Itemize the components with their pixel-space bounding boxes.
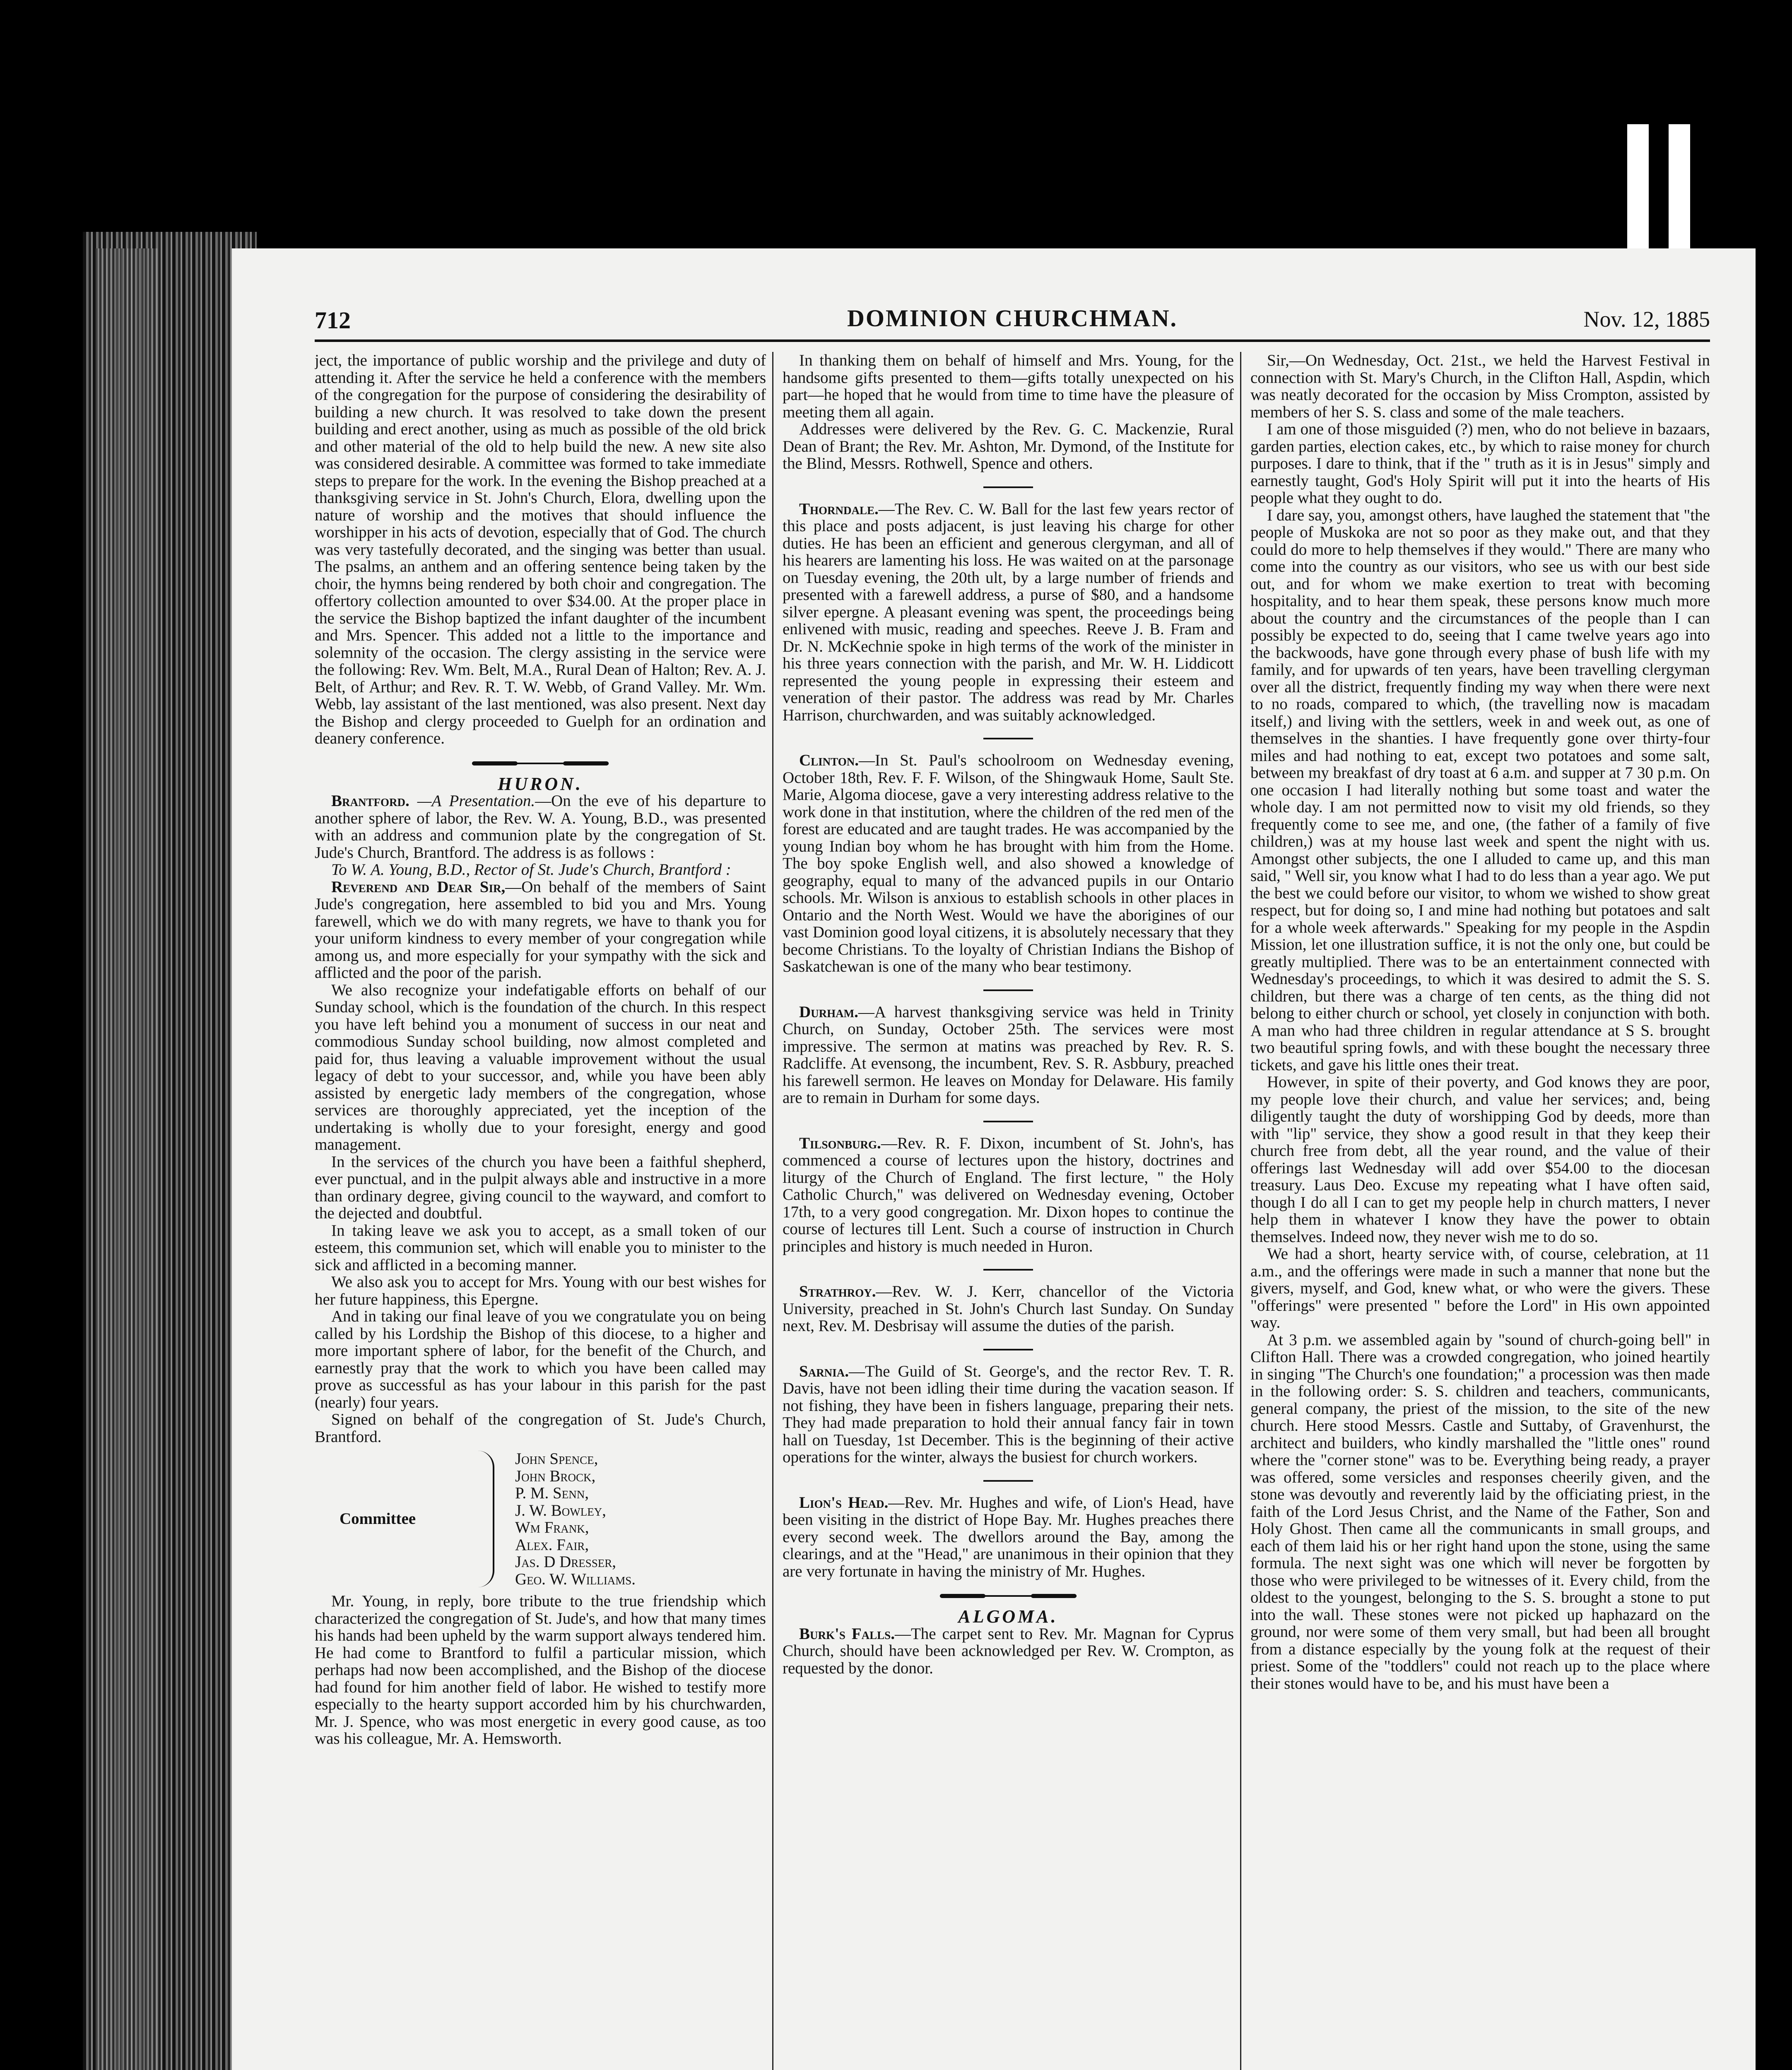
item-separator bbox=[983, 1349, 1033, 1350]
item-separator bbox=[983, 738, 1033, 739]
article-text: —On the eve of his departure to another sphere of labor, the Rev. W. A. Young, B.D., was presented with an address and communion plate by the congregation of St. Jude's Church, Brantford. The address is as follows : bbox=[315, 792, 766, 862]
article-durham: Durham.—A harvest thanksgiving service was held in Trinity Church, on Sunday, October 25th. The services were most impressive. The sermon at matins was preached by Rev. R. S. Radcliffe. At evensong, the incumbent, Rev. S. R. Asbbury, preached his farewell sermon. He leaves on Monday for Delaware. His family are to remain in Durham for some days. bbox=[783, 1003, 1234, 1107]
article-paragraph: Mr. Young, in reply, bore tribute to the true friendship which characterized the congregation of St. Jude's, and how that many times his hands had been upheld by the warm support always tendered him. He had come to Brantford to fulfil a particular mission, which perhaps had now been accomplished, and the Bishop of the diocese had found for him another field of labor. He wished to testify more especially to the hearty support accorded him by his churchwarden, Mr. J. Spence, who was most energetic in every good cause, as too was his colleague, Mr. A. Hemsworth. bbox=[315, 1592, 766, 1747]
column-1 bbox=[315, 352, 766, 2070]
section-divider bbox=[940, 1594, 1077, 1598]
book-page-edges-inner bbox=[95, 248, 157, 2070]
article-sarnia: Sarnia.—The Guild of St. George's, and the rector Rev. T. R. Davis, have not been idling their time during the vacation season. If not fishing, they have been in fishers language, preparing their nets. They had made preparation to hold their annual fancy fair in town hall on Tuesday, 1st December. This is the beginning of their active operations for the winter, always the busiest for church workers. bbox=[783, 1362, 1234, 1466]
letter-paragraph: Sir,—On Wednesday, Oct. 21st., we held the Harvest Festival in connection with St. Mary's Church, in the Clifton Hall, Aspdin, which was neatly decorated for the occasion by Miss Crompton, assisted by members of her S. S. class and some of the male teachers. bbox=[1250, 352, 1710, 421]
committee-label: Committee bbox=[340, 1510, 416, 1528]
article-paragraph: In thanking them on behalf of himself and Mrs. Young, for the handsome gifts presented to them—gifts totally unexpected on his part—he hoped that he would from time to time have the pleasure of meeting them all again. bbox=[783, 352, 1234, 421]
article-strathroy: Strathroy.—Rev. W. J. Kerr, chancellor of the Victoria University, preached in St. John's Church last Sunday. On Sunday next, Rev. M. Desbrisay will assume the duties of the parish. bbox=[783, 1283, 1234, 1335]
section-heading-huron: HURON. bbox=[498, 773, 583, 794]
salutation: Reverend and Dear Sir, bbox=[331, 878, 506, 896]
committee-members bbox=[515, 1450, 636, 1588]
place-heading: Thorndale. bbox=[799, 500, 879, 518]
letter-paragraph: We had a short, hearty service with, of course, celebration, at 11 a.m., and the offerings were made in such a manner that none but the givers, myself, and God, knew what, or who were the givers. These "offerings" were presented " before the Lord" in His own appointed way. bbox=[1250, 1245, 1710, 1331]
page-header bbox=[315, 302, 1710, 339]
address-paragraph: In the services of the church you have been a faithful shepherd, ever punctual, and in the pulpit always able and instructive in a more than ordinary degree, giving council to the wayward, and comfort to the dejected and doubtful. bbox=[315, 1153, 766, 1222]
address-salutation: To W. A. Young, B.D., Rector of St. Jude's Church, Brantford : bbox=[331, 861, 731, 879]
article-thorndale: Thorndale.—The Rev. C. W. Ball for the last few years rector of this place and posts adjacent, is just leaving his charge for other duties. He has been an efficient and generous clergyman, and all of his hearers are lamenting his loss. He was waited on at the parsonage on Tuesday evening, the 20th ult, by a large number of friends and presented with a farewell address, a purse of $80, and a handsome silver epergne. A pleasant evening was spent, the proceedings being enlivened with music, reading and speeches. Reeve J. B. Fram and Dr. N. McKechnie spoke in high terms of the work of the minister in his three years connection with the parish, and Mr. W. H. Liddicott represented the young people in expressing their esteem and veneration of their pastor. The address was read by Mr. Charles Harrison, churchwarden, and was suitably acknowledged. bbox=[783, 500, 1234, 724]
column-2 bbox=[783, 352, 1234, 2070]
article-paragraph: ject, the importance of public worship and the privilege and duty of attending it. After the service he held a conference with the members of the congregation for the purpose of considering the desirability of building a new church. It was resolved to take down the present building and erect another, using as much as possible of the old brick and other material of the old to help build the new. A new site also was considered desirable. A committee was formed to take immediate steps to prepare for the work. In the evening the Bishop preached at a thanksgiving service in St. John's Church, Elora, dwelling upon the nature of worship and the motives that should influence the worshipper in his acts of devotion, especially that of God. The church was very tastefully decorated, and the singing was better than usual. The psalms, an anthem and an offering sentence being taken by the choir, the hymns being rendered by both choir and congregation. The offertory collection amounted to over $34.00. At the proper place in the service the Bishop baptized the infant daughter of the incumbent and Mrs. Spencer. This added not a little to the importance and solemnity of the occasion. The clergy assisting in the service were the following: Rev. Wm. Belt, M.A., Rural Dean of Halton; Rev. A. J. Belt, of Arthur; and Rev. R. T. W. Webb, of Grand Valley. Mr. Wm. Webb, lay assistant of the last mentioned, was also present. Next day the Bishop and clergy proceeded to Guelph for an ordination and deanery conference. bbox=[315, 352, 766, 747]
brace bbox=[476, 1451, 494, 1587]
section-heading-algoma: ALGOMA. bbox=[958, 1606, 1058, 1627]
letter-paragraph: I dare say, you, amongst others, have laughed the statement that "the people of Muskoka are not so poor as they make out, and that they could do more to help themselves if they would." There are many who come into the country as our visitors, who see us with our best side out, and for whom we make exertion to treat with becoming hospitality, and to hear them speak, these persons know much more about the country and the circumstances of the people than I can possibly be expected to do, seeing that I came twelve years ago into the backwoods, have gone through every phase of bush life with my family, and for upwards of ten years, have been travelling clergyman over all the district, frequently finding my way when there were next to no roads, compared to which, (the travelling now is macadam itself,) and living with the settlers, week in and week out, as one of themselves in the shanties. I have frequently gone over thirty-four miles and had nothing to eat, except two potatoes and some salt, between my breakfast of dry toast at 6 a.m. and supper at 7 30 p.m. On one occasion I had literally nothing but some toast and water the whole day. I am not permitted now to visit my old friends, so they frequently come to see me, and one, (the father of a family of five children,) was at my house last week and spent the night with us. Amongst other subjects, the one I alluded to came up, and this man said, " Well sir, you know what I had to do less than a year ago. We put the best we could before our visitor, to whom we wished to show great respect, but for doing so, I and mine had nothing but potatoes and salt for a whole week afterwards." Speaking for my people in the Aspdin Mission, let one illustration suffice, it is not the only one, but could be greatly multiplied. There was to be an entertainment connected with Wednesday's proceedings, to which it was desired to admit the S. S. children, but there was a charge of ten cents, as the thing did not belong to either church or school, yet closely in conjunction with both. A man who had three children in regular attendance at S S. brought two beautiful spring fowls, and with these bought the necessary three tickets, and gave his little ones their treat. bbox=[1250, 506, 1710, 1074]
place-heading: Lion's Head. bbox=[799, 1493, 889, 1512]
column-rule-1 bbox=[772, 352, 773, 2070]
place-heading: Brantford. bbox=[331, 792, 409, 810]
committee-member: J. W. Bowley, bbox=[515, 1501, 606, 1519]
section-divider bbox=[472, 761, 609, 765]
address-paragraph: Reverend and Dear Sir,—On behalf of the members of Saint Jude's congregation, here assembled to bid you and Mrs. Young farewell, which we do with many regrets, we have to thank you for your uniform kindness to every member of your congregation while among us, and more especially for your sympathy with the sick and afflicted and the poor of the parish. bbox=[315, 878, 766, 982]
newspaper-page bbox=[232, 248, 1756, 2070]
committee-member: Wm Frank, bbox=[515, 1519, 589, 1536]
article-tilsonburg: Tilsonburg.—Rev. R. F. Dixon, incumbent of St. John's, has commenced a course of lectures upon the history, doctrines and liturgy of the Church of England. The first lecture, " the Holy Catholic Church," was delivered on Wednesday evening, October 17th, to a very good congregation. Mr. Dixon hopes to continue the course of lectures till Lent. Such a course of instruction in Church principles and history is much needed in Huron. bbox=[783, 1134, 1234, 1255]
page-number: 712 bbox=[315, 307, 351, 334]
address-paragraph: In taking leave we ask you to accept, as a small token of our esteem, this communion set, which will enable you to minister to the sick and afflicted in a becoming manner. bbox=[315, 1221, 766, 1274]
committee-member: John Spence, bbox=[515, 1450, 598, 1468]
committee-member: Alex. Fair, bbox=[515, 1536, 589, 1554]
item-separator bbox=[983, 1269, 1033, 1271]
item-separator bbox=[983, 1121, 1033, 1122]
place-heading: Sarnia. bbox=[799, 1362, 849, 1380]
article-burks-falls: Burk's Falls.—The carpet sent to Rev. Mr. Magnan for Cyprus Church, should have been acknowledged per Rev. W. Crompton, as requested by the donor. bbox=[783, 1625, 1234, 1677]
item-separator bbox=[983, 989, 1033, 991]
address-paragraph: We also ask you to accept for Mrs. Young with our best wishes for her future happiness, this Epergne. bbox=[315, 1273, 766, 1308]
letter-paragraph: At 3 p.m. we assembled again by "sound of church-going bell" in Clifton Hall. There was a crowded congregation, who joined heartily in singing "The Church's one foundation;" a procession was then made in the following order: S. S. children and teachers, communicants, general company, the priest of the mission, to the site of the new church. Here stood Messrs. Castle and Suttaby, of Gravenhurst, the architect and builders, who kindly marshalled the "little ones" round where the "corner stone" was to be. Everything being ready, a prayer was offered, some versicles and responses cheerily given, and the stone was devoutly and reverently laid by the officiating priest, in the faith of the Lord Jesus Christ, and the Name of the Father, Son and Holy Ghost. Then came all the communicants in small groups, and each of them laid his or her right hand upon the stone, using the same formula. The next sight was one which will never be forgotten by those who were privileged to be witnesses of it. Every child, from the oldest to the youngest, belonging to the S. S. brought a stone to put into the wall. These stones were not picked up haphazard on the ground, nor were some of them very small, but had been all brought from a distance especially by the young folk at the request of their priest. Some of the "toddlers" could not reach up to the place where their stones would have to be, and his must have been a bbox=[1250, 1331, 1710, 1692]
letter-paragraph: However, in spite of their poverty, and God knows they are poor, my people love their church, and value her services; and, being diligently taught the duty of worshipping God by deeds, more than with "lip" service, they show a good result in that they keep their church free from debt, all the year round, and the value of their offerings last Wednesday will add over $54.00 to the diocesan treasury. Laus Deo. Excuse my repeating what I have often said, though I do all I can to get my people help in church matters, I never help them in whatever I know they have the power to obtain themselves. Indeed now, they never wish me to do so. bbox=[1250, 1073, 1710, 1246]
address-paragraph: And in taking our final leave of you we congratulate you on being called by his Lordship the Bishop of this diocese, to a higher and more important sphere of labor, for the benefit of the Church, and earnestly pray that the work to which you have been called may prove as successful as has your labour in this parish for the past (nearly) four years. bbox=[315, 1307, 766, 1411]
masthead: DOMINION CHURCHMAN. bbox=[847, 305, 1178, 332]
item-separator bbox=[983, 1480, 1033, 1482]
column-rule-2 bbox=[1240, 352, 1241, 2070]
issue-date: Nov. 12, 1885 bbox=[1583, 307, 1710, 332]
column-3 bbox=[1250, 352, 1710, 2070]
article-lions-head: Lion's Head.—Rev. Mr. Hughes and wife, of Lion's Head, have been visiting in the district of Hope Bay. Mr. Hughes preaches there every second week. The dwellors around the Bay, among the clearings, and at the "Head," are unanimous in their opinion that they are very fortunate in having the ministry of Mr. Hughes. bbox=[783, 1493, 1234, 1580]
place-heading: Durham. bbox=[799, 1003, 858, 1021]
place-heading: Burk's Falls. bbox=[799, 1625, 895, 1643]
article-brantford: Brantford. —A Presentation.—On the eve of his departure to another sphere of labor, the Rev. W. A. Young, B.D., was presented with an address and communion plate by the congregation of St. Jude's Church, Brantford. The address is as follows : bbox=[315, 792, 766, 862]
committee-member: P. M. Senn, bbox=[515, 1484, 589, 1502]
place-heading: Tilsonburg. bbox=[799, 1134, 881, 1152]
subheading: A Presentation. bbox=[431, 792, 535, 810]
item-separator bbox=[983, 486, 1033, 488]
committee-member: Jas. D Dresser, bbox=[515, 1553, 617, 1571]
address-paragraph: We also recognize your indefatigable efforts on behalf of our Sunday school, which is the foundation of the church. In this respect you have left behind you a monument of success in our neat and commodious Sunday school building, now almost completed and paid for, thus leaving a valuable improvement without the usual legacy of debt to your successor, and, while you have been ably assisted by energetic lady members of the congregation, whose services are thoroughly appreciated, yet the inception of the undertaking is wholly due to your foresight, energy and good management. bbox=[315, 981, 766, 1153]
place-heading: Clinton. bbox=[799, 751, 859, 769]
letter-paragraph: I am one of those misguided (?) men, who do not believe in bazaars, garden parties, election cakes, etc., by which to raise money for church purposes. I dare to think, that if the " truth as it is in Jesus" simply and earnestly taught, God's Holy Spirit will put it into the hearts of His people what they ought to do. bbox=[1250, 420, 1710, 507]
article-paragraph: Addresses were delivered by the Rev. G. C. Mackenzie, Rural Dean of Brant; the Rev. Mr. Ashton, Mr. Dymond, of the Institute for the Blind, Messrs. Rothwell, Spence and others. bbox=[783, 420, 1234, 472]
address-signed: Signed on behalf of the congregation of St. Jude's Church, Brantford. bbox=[315, 1410, 766, 1446]
committee-list bbox=[340, 1450, 766, 1588]
committee-member: Geo. W. Williams. bbox=[515, 1570, 636, 1588]
header-rule bbox=[315, 339, 1710, 342]
article-clinton: Clinton.—In St. Paul's schoolroom on Wednesday evening, October 18th, Rev. F. F. Wilson, of the Shingwauk Home, Sault Ste. Marie, Algoma diocese, gave a very interesting address relative to the work done in that institution, where the children of the red men of the forest are educated and are taught trades. He was accompanied by the young Indian boy whom he has brought with him from the Home. The boy spoke English well, and also showed a knowledge of geography, equal to many of the advanced pupils in our Ontario schools. Mr. Wilson is anxious to establish schools in other places in Ontario and the North West. Would we have the aborigines of our vast Dominion good loyal citizens, it is absolutely necessary that they become Christians. To the loyalty of Christian Indians the Bishop of Saskatchewan is one of the many who bear testimony. bbox=[783, 751, 1234, 975]
place-heading: Strathroy. bbox=[799, 1283, 876, 1300]
committee-member: John Brock, bbox=[515, 1467, 596, 1485]
